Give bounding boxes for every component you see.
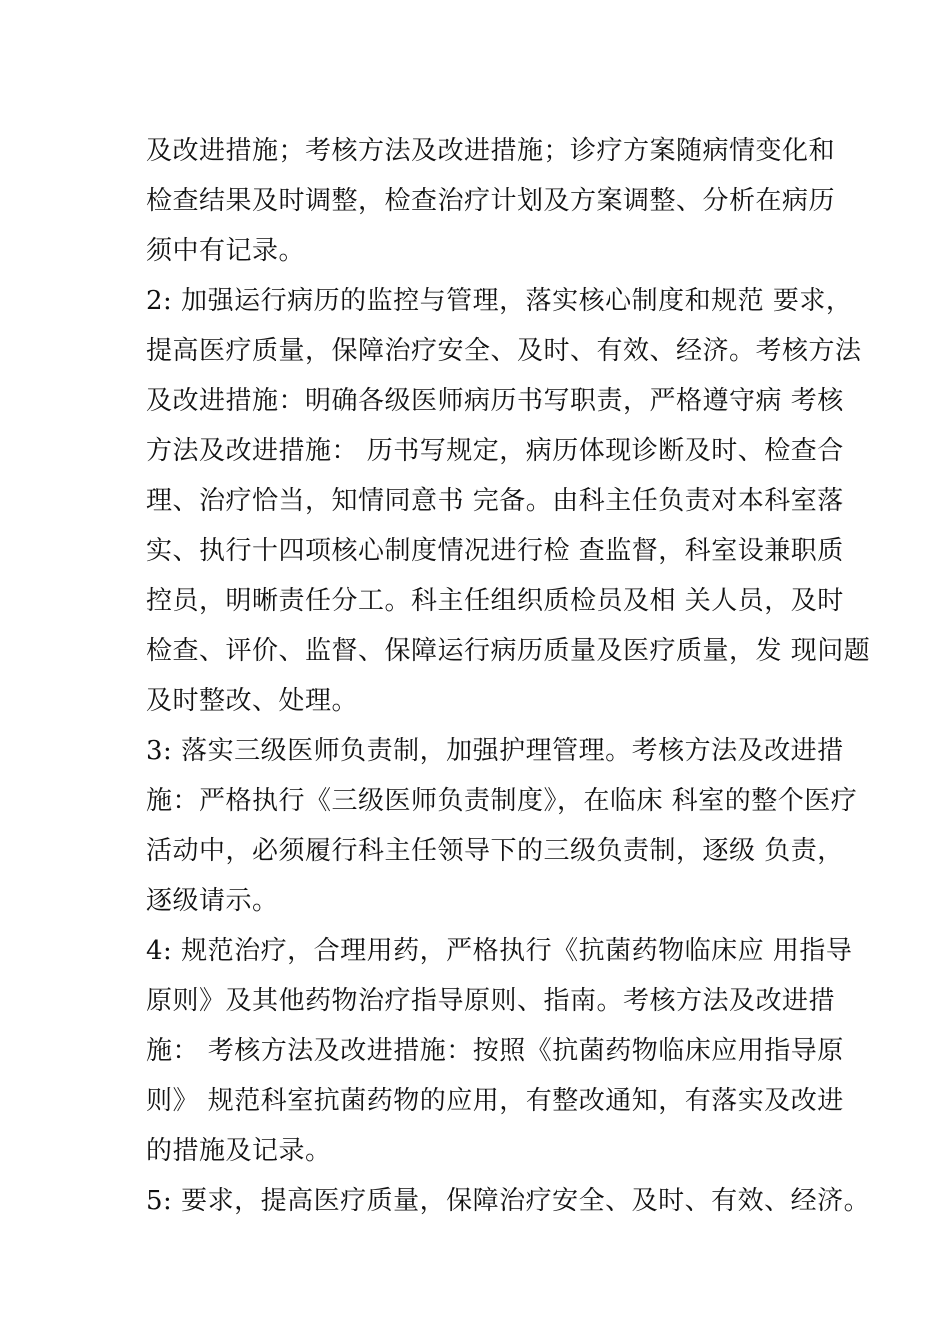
text-line: 控员，明晰责任分工。科主任组织质检员及相 关人员，及时 bbox=[146, 586, 844, 616]
text-line: 4: 规范治疗，合理用药，严格执行《抗菌药物临床应 用指导 bbox=[146, 936, 853, 966]
text-line: 及改进措施：明确各级医师病历书写职责，严格遵守病 考核 bbox=[146, 386, 844, 416]
text-line: 逐级请示。 bbox=[146, 886, 279, 916]
text-line: 及改进措施；考核方法及改进措施；诊疗方案随病情变化和 bbox=[146, 136, 836, 166]
text-line: 2: 加强运行病历的监控与管理，落实核心制度和规范 要求， bbox=[146, 286, 853, 316]
text-line: 5: 要求，提高医疗质量，保障治疗安全、及时、有效、经济。 bbox=[146, 1186, 871, 1216]
text-line: 实、执行十四项核心制度情况进行检 查监督，科室设兼职质 bbox=[146, 536, 844, 566]
text-line: 3: 落实三级医师负责制，加强护理管理。考核方法及改进措 bbox=[146, 736, 844, 766]
text-line: 施：严格执行《三级医师负责制度》，在临床 科室的整个医疗 bbox=[146, 786, 858, 816]
text-line: 检查结果及时调整，检查治疗计划及方案调整、分析在病历 bbox=[146, 186, 836, 216]
text-line: 及时整改、处理。 bbox=[146, 686, 359, 716]
text-line: 方法及改进措施： 历书写规定，病历体现诊断及时、检查合 bbox=[146, 436, 844, 466]
text-line: 原则》及其他药物治疗指导原则、指南。考核方法及改进措 bbox=[146, 986, 836, 1016]
text-line: 活动中，必须履行科主任领导下的三级负责制，逐级 负责， bbox=[146, 836, 844, 866]
document-body bbox=[146, 126, 871, 1226]
text-line: 理、治疗恰当，知情同意书 完备。由科主任负责对本科室落 bbox=[146, 486, 844, 516]
text-line: 施： 考核方法及改进措施：按照《抗菌药物临床应用指导原 bbox=[146, 1036, 844, 1066]
text-line: 则》 规范科室抗菌药物的应用，有整改通知，有落实及改进 bbox=[146, 1086, 844, 1116]
text-line: 的措施及记录。 bbox=[146, 1136, 332, 1166]
text-line: 须中有记录。 bbox=[146, 236, 306, 266]
text-line: 检查、评价、监督、保障运行病历质量及医疗质量，发 现问题 bbox=[146, 636, 871, 666]
text-line: 提高医疗质量，保障治疗安全、及时、有效、经济。考核方法 bbox=[146, 336, 862, 366]
